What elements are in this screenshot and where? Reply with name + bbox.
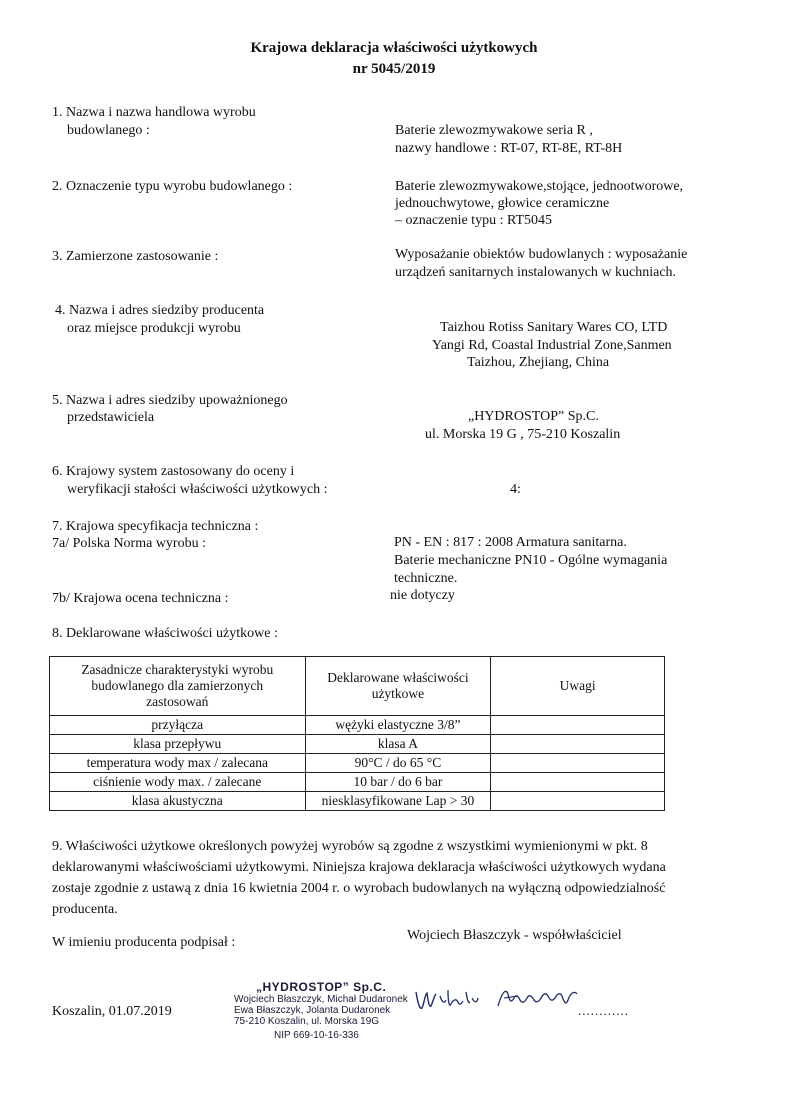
- item-8-label: 8. Deklarowane właściwości użytkowe :: [52, 626, 278, 641]
- item-7b-label: 7b/ Krajowa ocena techniczna :: [52, 591, 229, 606]
- item-5-representative-address: ul. Morska 19 G , 75-210 Koszalin: [425, 427, 621, 442]
- row-characteristic: przyłącza: [50, 716, 306, 735]
- item-5-label-cont: przedstawiciela: [67, 410, 155, 425]
- stamp-title: „HYDROSTOP” Sp.C.: [256, 980, 387, 994]
- item-5-label: 5. Nazwa i adres siedziby upoważnionego: [52, 393, 288, 408]
- item-3-label: 3. Zamierzone zastosowanie :: [52, 249, 219, 264]
- item-4-producer-name: Taizhou Rotiss Sanitary Wares CO, LTD: [440, 320, 668, 335]
- conformity-line: 9. Właściwości użytkowe określonych powyżej wyrobów są zgodne z wszystkimi wymienionymi w pkt. 8: [52, 839, 648, 854]
- item-4-label-cont: oraz miejsce produkcji wyrobu: [67, 321, 241, 336]
- row-note: [491, 773, 665, 792]
- row-characteristic: klasa przepływu: [50, 735, 306, 754]
- row-note: [491, 716, 665, 735]
- document-title: Krajowa deklaracja właściwości użytkowych: [250, 40, 538, 56]
- conformity-statement: [52, 836, 752, 920]
- stamp-line: Ewa Błaszczyk, Jolanta Dudaronek: [234, 1005, 391, 1016]
- stamp-line: Wojciech Błaszczyk, Michał Dudaronek: [234, 994, 408, 1005]
- row-note: [491, 735, 665, 754]
- item-7a-value-end: techniczne.: [394, 571, 458, 586]
- item-1-label-cont: budowlanego :: [67, 123, 150, 138]
- item-1-value: Baterie zlewozmywakowe seria R ,: [395, 123, 593, 138]
- stamp-line: 75-210 Koszalin, ul. Morska 19G: [234, 1016, 380, 1027]
- item-6-label-cont: weryfikacji stałości właściwości użytkowych :: [67, 482, 328, 497]
- item-3-value: Wyposażanie obiektów budowlanych : wyposażanie: [395, 247, 688, 262]
- header-declared-line: użytkowe: [371, 686, 425, 701]
- header-characteristics-line: budowlanego dla zamierzonych: [91, 678, 264, 693]
- signed-by-label: W imieniu producenta podpisał :: [52, 935, 236, 950]
- header-characteristics-line: zastosowań: [146, 694, 209, 709]
- header-notes-line: Uwagi: [559, 678, 596, 693]
- table-row: [50, 773, 665, 792]
- row-declared-value: klasa A: [305, 735, 491, 754]
- table-header-row: [50, 657, 665, 716]
- item-1-value-cont: nazwy handlowe : RT-07, RT-8E, RT-8H: [395, 141, 623, 156]
- header-declared-line: Deklarowane właściwości: [327, 670, 469, 685]
- item-6-value: 4:: [510, 482, 521, 497]
- document-number: nr 5045/2019: [352, 61, 436, 77]
- item-2-label: 2. Oznaczenie typu wyrobu budowlanego :: [52, 179, 293, 194]
- signer-name: Wojciech Błaszczyk - współwłaściciel: [407, 928, 622, 943]
- item-2-value: Baterie zlewozmywakowe,stojące, jednootworowe,: [395, 179, 684, 194]
- row-declared-value: wężyki elastyczne 3/8”: [305, 716, 491, 735]
- item-7a-value-cont: Baterie mechaniczne PN10 - Ogólne wymagania: [394, 553, 668, 568]
- header-declared-properties: [305, 657, 491, 716]
- header-characteristics-line: Zasadnicze charakterystyki wyrobu: [81, 662, 274, 677]
- table-row: [50, 792, 665, 811]
- row-declared-value: 90°C / do 65 °C: [305, 754, 491, 773]
- row-note: [491, 792, 665, 811]
- properties-table: [49, 656, 665, 811]
- item-5-representative-name: „HYDROSTOP” Sp.C.: [468, 409, 599, 424]
- item-4-producer-city: Taizhou, Zhejiang, China: [467, 355, 610, 370]
- row-characteristic: klasa akustyczna: [50, 792, 306, 811]
- conformity-line: deklarowanymi właściwościami użytkowymi. Niniejsza krajowa deklaracja właściwości użytkowych wydana: [52, 860, 666, 875]
- item-6-label: 6. Krajowy system zastosowany do oceny i: [52, 464, 295, 479]
- table-row: [50, 754, 665, 773]
- row-declared-value: niesklasyfikowane Lap > 30: [305, 792, 491, 811]
- row-characteristic: ciśnienie wody max. / zalecane: [50, 773, 306, 792]
- row-declared-value: 10 bar / do 6 bar: [305, 773, 491, 792]
- item-7a-value: PN - EN : 817 : 2008 Armatura sanitarna.: [394, 535, 627, 550]
- item-4-producer-address: Yangi Rd, Coastal Industrial Zone,Sanmen: [432, 338, 672, 353]
- item-7a-label: 7a/ Polska Norma wyrobu :: [52, 536, 206, 551]
- place-and-date: Koszalin, 01.07.2019: [52, 1004, 172, 1019]
- stamp-nip: NIP 669-10-16-336: [274, 1030, 359, 1041]
- item-2-value-cont: jednouchwytowe, głowice ceramiczne: [395, 196, 610, 211]
- company-stamp: [234, 980, 408, 1041]
- item-4-label: 4. Nazwa i adres siedziby producenta: [55, 303, 265, 318]
- item-7b-value: nie dotyczy: [390, 588, 455, 603]
- item-2-type: – oznaczenie typu : RT5045: [395, 213, 553, 228]
- header-characteristics: [50, 657, 306, 716]
- item-3-value-cont: urządzeń sanitarnych instalowanych w kuchniach.: [395, 265, 677, 280]
- signature-dotted-line: ............: [578, 1003, 629, 1018]
- header-notes: [491, 657, 665, 716]
- table-row: [50, 716, 665, 735]
- conformity-line: zostaje zgodnie z ustawą z dnia 16 kwietnia 2004 r. o wyrobach budowlanych na wyłączną odpowiedzialność: [52, 881, 666, 896]
- table-row: [50, 735, 665, 754]
- row-note: [491, 754, 665, 773]
- item-7-label: 7. Krajowa specyfikacja techniczna :: [52, 519, 259, 534]
- conformity-line: producenta.: [52, 902, 118, 917]
- item-1-label: 1. Nazwa i nazwa handlowa wyrobu: [52, 105, 256, 120]
- row-characteristic: temperatura wody max / zalecana: [50, 754, 306, 773]
